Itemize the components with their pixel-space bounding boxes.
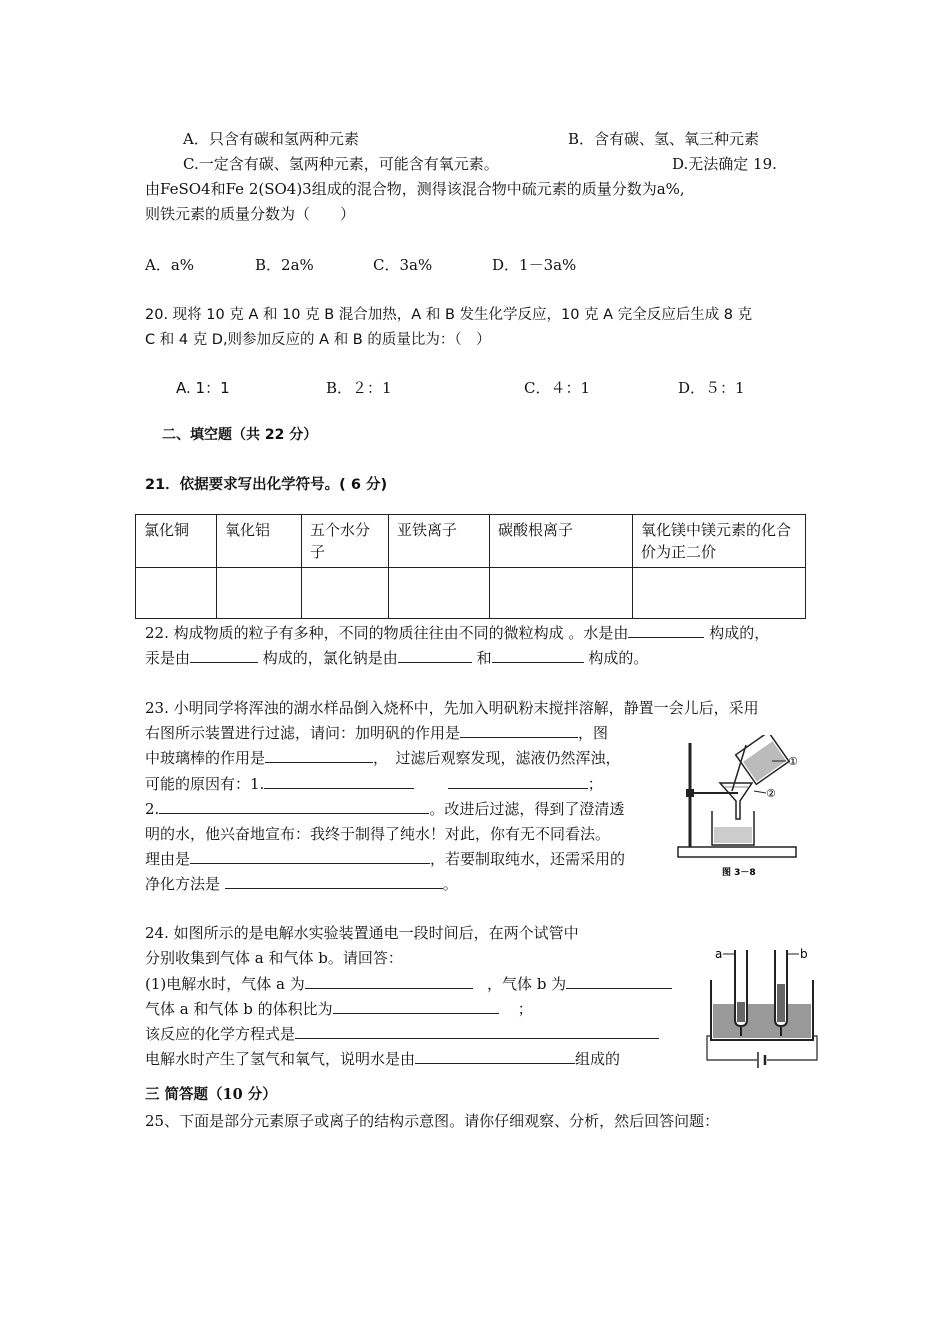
answer-blank[interactable]: [448, 774, 588, 789]
q20-option-a: A. 1：1: [176, 379, 230, 397]
table-header-cell: 氧化铝: [217, 515, 302, 568]
q24-line2: 分别收集到气体 a 和气体 b。请回答：: [145, 949, 403, 967]
q23-line3: 中玻璃棒的作用是 ， 过滤后观察发现，滤液仍然浑浊，: [145, 749, 621, 767]
q18-option-b: B．含有碳、氢、氧三种元素: [568, 130, 760, 148]
table-answer-row: [136, 568, 806, 619]
answer-blank[interactable]: [264, 774, 414, 789]
q21-title: 21．依据要求写出化学符号。( 6 分): [145, 477, 388, 493]
q25-text: 25、下面是部分元素原子或离子的结构示意图。请你仔细观察、分析，然后回答问题：: [145, 1112, 720, 1130]
answer-blank[interactable]: [333, 999, 499, 1014]
q19-line2: 则铁元素的质量分数为（ ）: [145, 205, 356, 223]
q24-line6: 电解水时产生了氢气和氧气，说明水是由 组成的: [145, 1050, 621, 1068]
q18-option-a: A．只含有碳和氢两种元素: [183, 130, 359, 148]
q23-line4: 可能的原因有：1. ；: [145, 775, 603, 793]
table-header-cell: 碳酸根离子: [490, 515, 633, 568]
q24-line4: 气体 a 和气体 b 的体积比为 ；: [145, 1000, 533, 1018]
answer-cell[interactable]: [389, 568, 490, 619]
q24-line1: 24. 如图所示的是电解水实验装置通电一段时间后，在两个试管中: [145, 924, 579, 942]
answer-blank[interactable]: [398, 648, 472, 663]
q20-line2: C 和 4 克 D,则参加反应的 A 和 B 的质量比为：（ ）: [145, 332, 491, 348]
q20-option-d: D．５：1: [678, 379, 745, 397]
answer-blank[interactable]: [295, 1024, 659, 1039]
q23-line7: 理由是 ，若要制取纯水，还需采用的: [145, 850, 626, 868]
table-header-cell: 氧化镁中镁元素的化合价为正二价: [633, 515, 806, 568]
q19-option-b: B．2a%: [255, 256, 314, 274]
q18-option-c: C.一定含有碳、氢两种元素，可能含有氧元素。: [183, 155, 499, 173]
q23-line2: 右图所示装置进行过滤，请问：加明矾的作用是 ，图: [145, 724, 609, 742]
q19-option-d: D．1－3a%: [492, 256, 577, 274]
q24-line3: (1)电解水时，气体 a 为 ，气体 b 为: [145, 973, 672, 994]
answer-cell[interactable]: [217, 568, 302, 619]
q20-option-b: B．２：1: [326, 379, 392, 397]
answer-blank[interactable]: [159, 799, 429, 814]
table-header-cell: 五个水分子: [302, 515, 389, 568]
filtration-apparatus-figure: [672, 735, 822, 880]
q22-line1: 22. 构成物质的粒子有多种，不同的物质往往由不同的微粒构成 。水是由 构成的，: [145, 624, 770, 642]
q23-line6: 明的水，他兴奋地宣布：我终于制得了纯水！对此，你有无不同看法。: [145, 825, 611, 843]
section3-title: 三 简答题（10 分）: [145, 1086, 277, 1103]
q23-line5: 2. 。改进后过滤，得到了澄清透: [145, 800, 625, 818]
table-header-cell: 亚铁离子: [389, 515, 490, 568]
answer-cell[interactable]: [633, 568, 806, 619]
answer-blank[interactable]: [305, 974, 473, 989]
q22-line2: 汞是由 构成的，氯化钠是由 和 构成的。: [145, 649, 649, 667]
q18-option-d: D.无法确定 19.: [672, 155, 777, 173]
figure-label-2: ②: [766, 787, 776, 800]
figure-caption: 图 3－8: [722, 868, 756, 878]
section2-title: 二、填空题（共 22 分）: [162, 427, 318, 443]
answer-blank[interactable]: [460, 723, 578, 738]
answer-blank[interactable]: [628, 623, 704, 638]
q20-option-c: C．４：1: [524, 379, 591, 397]
table-header-cell: 氯化铜: [136, 515, 217, 568]
q19-number: 19.: [753, 155, 777, 173]
q20-line1: 20. 现将 10 克 A 和 10 克 B 混合加热，A 和 B 发生化学反应，10 克 A 完全反应后生成 8 克: [145, 307, 753, 323]
electrolysis-apparatus-figure: [705, 940, 820, 1070]
table-header-row: [136, 515, 806, 568]
answer-blank[interactable]: [190, 648, 258, 663]
q23-line1: 23. 小明同学将浑浊的湖水样品倒入烧杯中，先加入明矾粉末搅拌溶解，静置一会儿后，采用: [145, 699, 759, 717]
q19-option-a: A．a%: [145, 256, 195, 274]
answer-blank[interactable]: [265, 748, 373, 763]
answer-blank[interactable]: [190, 849, 430, 864]
answer-blank[interactable]: [492, 648, 584, 663]
q19-option-c: C．3a%: [373, 256, 433, 274]
q24-line5: 该反应的化学方程式是: [145, 1023, 659, 1044]
tube-label-a: a: [715, 947, 723, 961]
q23-line8: 净化方法是 。: [145, 875, 458, 893]
answer-cell[interactable]: [302, 568, 389, 619]
tube-label-b: b: [800, 947, 808, 961]
answer-blank[interactable]: [225, 874, 443, 889]
answer-cell[interactable]: [490, 568, 633, 619]
q19-line1: 由FeSO4和Fe 2(SO4)3组成的混合物，测得该混合物中硫元素的质量分数为a%,: [145, 180, 685, 198]
figure-label-1: ①: [788, 755, 798, 768]
q21-table: [135, 514, 806, 619]
answer-cell[interactable]: [136, 568, 217, 619]
answer-blank[interactable]: [415, 1049, 575, 1064]
answer-blank[interactable]: [566, 974, 672, 989]
